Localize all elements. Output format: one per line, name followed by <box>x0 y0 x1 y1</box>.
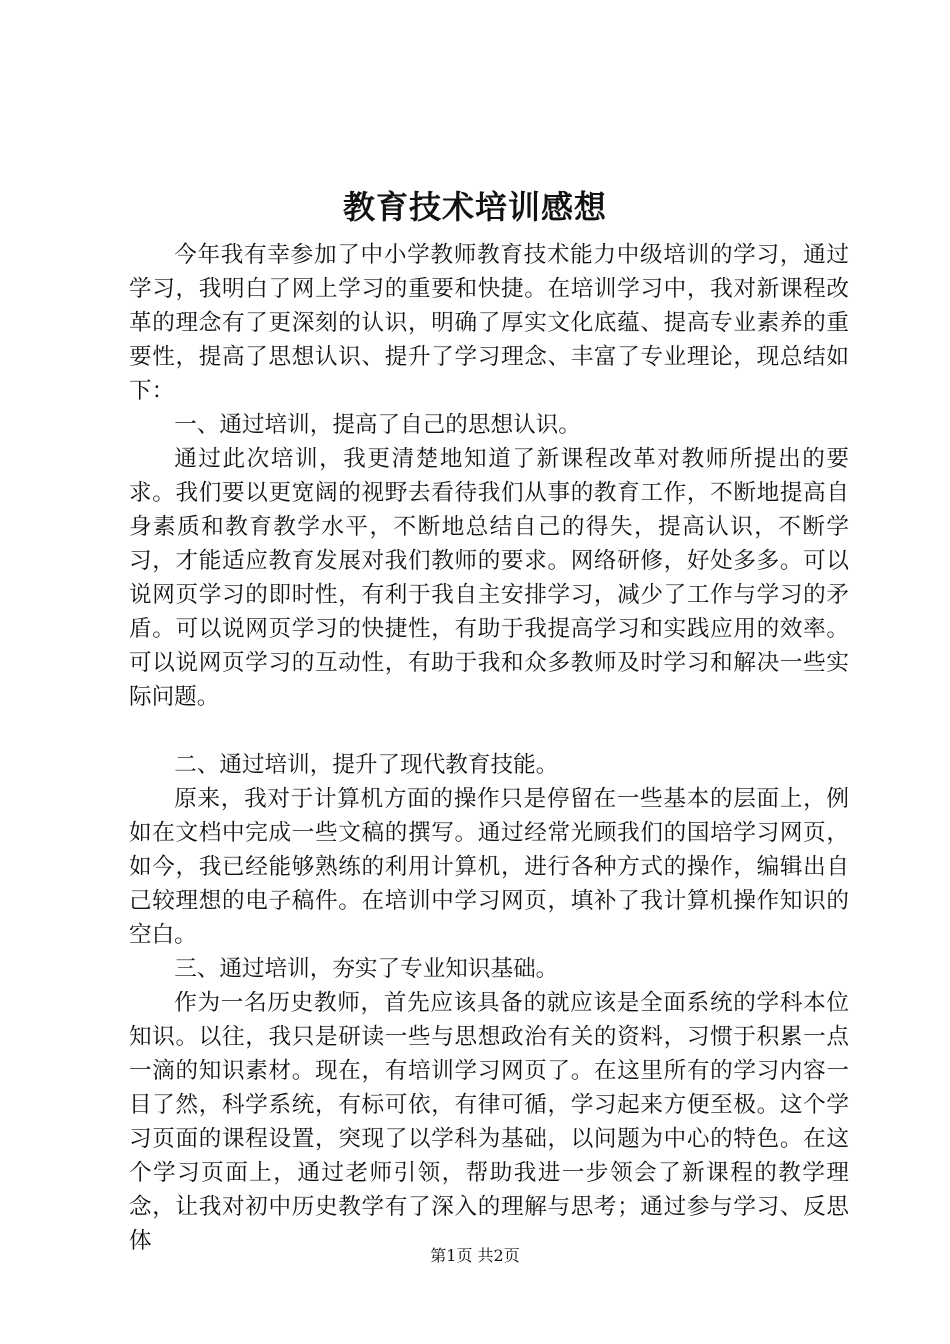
section-paragraph-2: 原来，我对于计算机方面的操作只是停留在一些基本的层面上，例如在文档中完成一些文稿的撰写。通过经常光顾我们的国培学习网页，如今，我已经能够熟练的利用计算机，进行各种方式的操作，编辑出自己较理想的电子稿件。在培训中学习网页，填补了我计算机操作知识的空白。 <box>129 786 849 948</box>
page-number-footer: 第1页 共2页 <box>430 1246 520 1265</box>
section-paragraph-3: 作为一名历史教师，首先应该具备的就应该是全面系统的学科本位知识。以往，我只是研读一些与思想政治有关的资料，习惯于积累一点一滴的知识素材。现在，有培训学习网页了。在这里所有的学习内容一目了然，科学系统，有标可依，有律可循，学习起来方便至极。这个学习页面的课程设置，突现了以学科为基础，以问题为中心的特色。在这个学习页面上，通过老师引领，帮助我进一步领会了新课程的教学理念，让我对初中历史教学有了深入的理解与思考；通过参与学习、反思体 <box>129 990 849 1254</box>
document-title: 教育技术培训感想 <box>342 188 607 226</box>
document-body <box>129 238 849 1258</box>
section-paragraph-1: 通过此次培训，我更清楚地知道了新课程改革对教师所提出的要求。我们要以更宽阔的视野去看待我们从事的教育工作，不断地提高自身素质和教育教学水平，不断地总结自己的得失，提高认识，不断学习，才能适应教育发展对我们教师的要求。网络研修，好处多多。可以说网页学习的即时性，有利于我自主安排学习，减少了工作与学习的矛盾。可以说网页学习的快捷性，有助于我提高学习和实践应用的效率。可以说网页学习的互动性，有助于我和众多教师及时学习和解决一些实际问题。 <box>129 446 849 710</box>
intro-paragraph: 今年我有幸参加了中小学教师教育技术能力中级培训的学习，通过学习，我明白了网上学习的重要和快捷。在培训学习中，我对新课程改革的理念有了更深刻的认识，明确了厚实文化底蕴、提高专业素养的重要性，提高了思想认识、提升了学习理念、丰富了专业理论，现总结如下： <box>129 242 849 404</box>
section-heading-1: 一、通过培训，提高了自己的思想认识。 <box>174 412 581 438</box>
section-heading-2: 二、通过培训，提升了现代教育技能。 <box>174 752 559 778</box>
section-heading-3: 三、通过培训，夯实了专业知识基础。 <box>174 956 559 982</box>
